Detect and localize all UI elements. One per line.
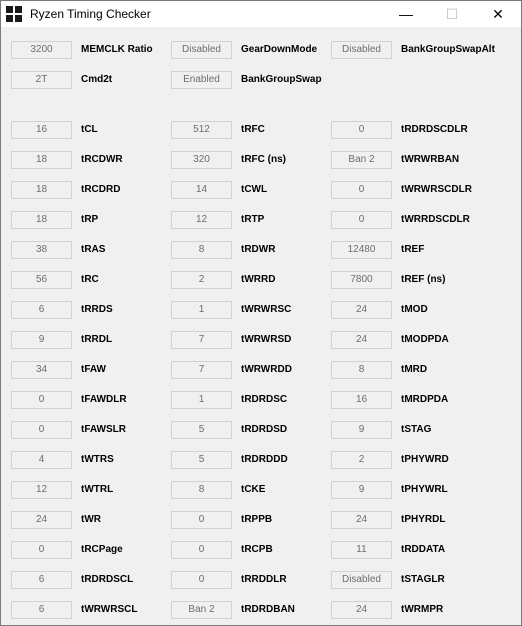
value-field[interactable]: 6 <box>11 601 72 619</box>
field-label: tWRWRBAN <box>401 154 460 165</box>
value-field[interactable]: 24 <box>11 511 72 529</box>
value-field[interactable]: 0 <box>171 571 232 589</box>
value-field[interactable]: Ban 2 <box>171 601 232 619</box>
field-label: MEMCLK Ratio <box>81 44 153 55</box>
field-label: tRDWR <box>241 244 276 255</box>
value-field[interactable]: 0 <box>11 391 72 409</box>
field-label: tMRDPDA <box>401 394 449 405</box>
value-field[interactable]: 1 <box>171 301 232 319</box>
value-field[interactable]: Disabled <box>331 571 392 589</box>
field-label: tRPPB <box>241 514 273 525</box>
field-label: tPHYWRD <box>401 454 449 465</box>
field-label: tRRDL <box>81 334 113 345</box>
field-label: tRCPage <box>81 544 123 555</box>
value-field[interactable]: 4 <box>11 451 72 469</box>
value-field[interactable]: 3200 <box>11 41 72 59</box>
value-field[interactable]: 12480 <box>331 241 392 259</box>
field-label: tMODPDA <box>401 334 449 345</box>
value-field[interactable]: 8 <box>331 361 392 379</box>
value-field[interactable]: 8 <box>171 481 232 499</box>
value-field[interactable]: Disabled <box>171 41 232 59</box>
field-label: tRDRDSC <box>241 394 288 405</box>
field-label: tCWL <box>241 184 268 195</box>
value-field[interactable]: 9 <box>331 421 392 439</box>
value-field[interactable]: 0 <box>331 181 392 199</box>
title-bar[interactable] <box>1 1 521 27</box>
field-label: tCKE <box>241 484 266 495</box>
minimize-button[interactable] <box>383 1 429 27</box>
field-label: tWRWRSCL <box>81 604 138 615</box>
field-label: tWTRL <box>81 484 114 495</box>
value-field[interactable]: 18 <box>11 151 72 169</box>
value-field[interactable]: 2T <box>11 71 72 89</box>
value-field[interactable]: 14 <box>171 181 232 199</box>
value-field[interactable]: 512 <box>171 121 232 139</box>
value-field[interactable]: 7 <box>171 361 232 379</box>
field-label: tRAS <box>81 244 106 255</box>
value-field[interactable]: 6 <box>11 301 72 319</box>
field-label: tFAWSLR <box>81 424 126 435</box>
field-label: BankGroupSwap <box>241 74 322 85</box>
field-label: tWR <box>81 514 101 525</box>
value-field[interactable]: 24 <box>331 301 392 319</box>
value-field[interactable]: 0 <box>171 511 232 529</box>
field-label: tSTAG <box>401 424 432 435</box>
field-label: tRCDWR <box>81 154 123 165</box>
value-field[interactable]: 34 <box>11 361 72 379</box>
maximize-button <box>429 1 475 27</box>
value-field[interactable]: 12 <box>171 211 232 229</box>
field-label: tCL <box>81 124 98 135</box>
value-field[interactable]: 320 <box>171 151 232 169</box>
field-label: tRFC (ns) <box>241 154 286 165</box>
field-label: tRTP <box>241 214 265 225</box>
value-field[interactable]: Enabled <box>171 71 232 89</box>
field-label: tRRDDLR <box>241 574 287 585</box>
field-label: tRP <box>81 214 99 225</box>
value-field[interactable]: 7 <box>171 331 232 349</box>
app-icon <box>6 6 22 22</box>
value-field[interactable]: 12 <box>11 481 72 499</box>
field-label: tRDRDSD <box>241 424 288 435</box>
value-field[interactable]: 0 <box>11 421 72 439</box>
value-field[interactable]: 0 <box>331 121 392 139</box>
field-label: tFAW <box>81 364 106 375</box>
value-field[interactable]: 7800 <box>331 271 392 289</box>
field-label: tWRRDSCDLR <box>401 214 470 225</box>
value-field[interactable]: 6 <box>11 571 72 589</box>
field-label: tWRWRSC <box>241 304 292 315</box>
value-field[interactable]: 8 <box>171 241 232 259</box>
field-label: tWRWRSCDLR <box>401 184 472 195</box>
field-label: tRCDRD <box>81 184 121 195</box>
value-field[interactable]: 18 <box>11 181 72 199</box>
value-field[interactable]: 0 <box>331 211 392 229</box>
field-label: tRDRDSCL <box>81 574 134 585</box>
value-field[interactable]: 24 <box>331 511 392 529</box>
minimize-icon: — <box>399 6 413 22</box>
value-field[interactable]: 9 <box>11 331 72 349</box>
field-label: tREF (ns) <box>401 274 446 285</box>
field-label: tWRWRSD <box>241 334 292 345</box>
field-label: tMOD <box>401 304 428 315</box>
value-field[interactable]: 18 <box>11 211 72 229</box>
field-label: tRDRDSCDLR <box>401 124 468 135</box>
value-field[interactable]: 5 <box>171 421 232 439</box>
field-label: BankGroupSwapAlt <box>401 44 495 55</box>
field-label: GearDownMode <box>241 44 318 55</box>
field-label: tWRWRDD <box>241 364 292 375</box>
field-label: tRDRDBAN <box>241 604 295 615</box>
field-label: tRDRDDD <box>241 454 288 465</box>
value-field[interactable]: 9 <box>331 481 392 499</box>
close-button[interactable] <box>475 1 521 27</box>
field-label: tPHYWRL <box>401 484 448 495</box>
value-field[interactable]: 38 <box>11 241 72 259</box>
field-label: tWRRD <box>241 274 276 285</box>
field-label: tRCPB <box>241 544 273 555</box>
value-field[interactable]: 5 <box>171 451 232 469</box>
field-label: tRDDATA <box>401 544 446 555</box>
value-field[interactable]: Disabled <box>331 41 392 59</box>
field-label: tWTRS <box>81 454 114 465</box>
value-field[interactable]: 16 <box>11 121 72 139</box>
value-field[interactable]: 16 <box>331 391 392 409</box>
value-field[interactable]: 2 <box>171 271 232 289</box>
value-field[interactable]: 0 <box>11 541 72 559</box>
field-label: tRC <box>81 274 99 285</box>
field-label: tRFC <box>241 124 265 135</box>
value-field[interactable]: 1 <box>171 391 232 409</box>
value-field[interactable]: 11 <box>331 541 392 559</box>
field-label: tMRD <box>401 364 428 375</box>
field-label: tSTAGLR <box>401 574 445 585</box>
value-field[interactable]: Ban 2 <box>331 151 392 169</box>
maximize-icon: ☐ <box>445 5 459 22</box>
value-field[interactable]: 2 <box>331 451 392 469</box>
value-field[interactable]: 0 <box>171 541 232 559</box>
field-label: tPHYRDL <box>401 514 446 525</box>
field-label: Cmd2t <box>81 74 113 85</box>
close-icon: ✕ <box>492 5 504 22</box>
field-label: tREF <box>401 244 425 255</box>
value-field[interactable]: 24 <box>331 601 392 619</box>
value-field[interactable]: 24 <box>331 331 392 349</box>
value-field[interactable]: 56 <box>11 271 72 289</box>
window-title: Ryzen Timing Checker <box>30 7 151 21</box>
field-label: tRRDS <box>81 304 113 315</box>
field-label: tFAWDLR <box>81 394 127 405</box>
field-label: tWRMPR <box>401 604 444 615</box>
